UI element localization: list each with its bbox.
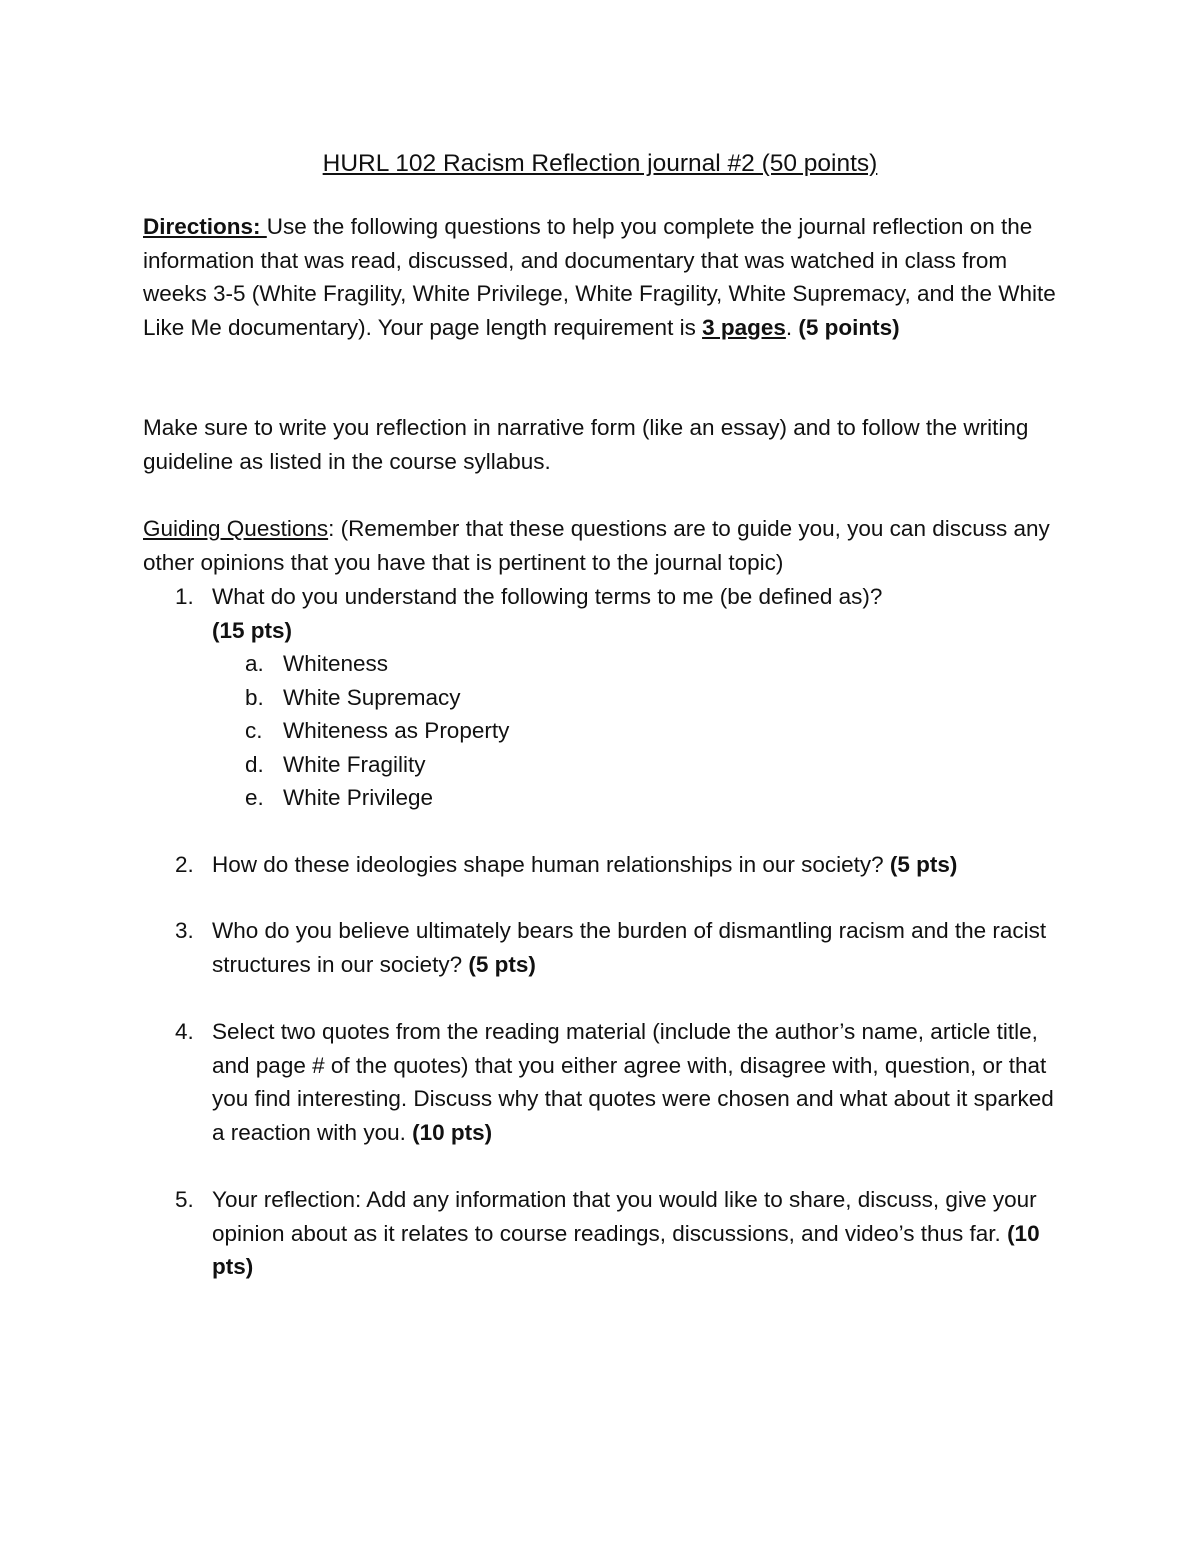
guiding-questions-paragraph <box>143 512 1073 579</box>
guiding-text: : (Remember that these questions are to guide you, you can discuss any other opinions that you have that is pertinent to the journal topic) <box>143 516 1050 575</box>
guiding-label: Guiding Questions <box>143 516 329 541</box>
question-number: 5. <box>175 1187 194 1212</box>
question-5 <box>143 1183 1063 1284</box>
question-text: Your reflection: Add any information that you would like to share, discuss, give your opinion about as it relates to course readings, discussions, and video’s thus far. <box>212 1187 1037 1246</box>
term-item <box>212 781 1063 815</box>
question-text: How do these ideologies shape human relationships in our society? <box>212 852 890 877</box>
question-text: What do you understand the following terms to me (be defined as)? <box>212 584 883 609</box>
make-sure-paragraph: Make sure to write you reflection in narrative form (like an essay) and to follow the writing guideline as listed in the course syllabus. <box>143 415 1029 474</box>
question-number: 3. <box>175 918 194 943</box>
directions-paragraph <box>143 210 1073 344</box>
question-points: (5 pts) <box>468 951 536 977</box>
term-item <box>212 714 1063 748</box>
term-text: Whiteness <box>283 651 389 676</box>
page-title: HURL 102 Racism Reflection journal #2 (50 points) <box>322 150 878 177</box>
term-text: White Supremacy <box>283 684 461 710</box>
term-item <box>212 681 1063 715</box>
question-points: (10 pts) <box>212 1220 1040 1279</box>
question-points: (15 pts) <box>212 617 293 643</box>
term-text: White Fragility <box>283 751 426 777</box>
term-letter: a. <box>245 651 264 676</box>
question-text: Who do you believe ultimately bears the burden of dismantling racism and the racist structures in our society? <box>212 918 1047 977</box>
term-letter: c. <box>245 718 263 743</box>
directions-label: Directions: <box>143 214 267 239</box>
question-number: 2. <box>175 852 194 877</box>
question-2 <box>143 848 1063 882</box>
question-number: 1. <box>175 584 194 609</box>
question-points: (10 pts) <box>412 1119 493 1145</box>
term-text: White Privilege <box>283 785 434 810</box>
directions-text: Use the following questions to help you complete the journal reflection on the information that was read, discussed, and documentary that was watched in class from weeks 3-5 (White Fragility, White Privilege, White Fragility, White Supremacy, and the White Like Me documentary). Your page length requirement is <box>143 214 1056 340</box>
question-3 <box>143 914 1063 981</box>
directions-points: (5 points) <box>798 314 900 340</box>
question-text: Select two quotes from the reading material (include the author’s name, article title, and page # of the quotes) that you either agree with, disagree with, question, or that you find interesting. Discuss why that quotes were chosen and what about it sparked a reaction with you. <box>212 1019 1054 1145</box>
term-letter: b. <box>245 684 264 710</box>
question-number: 4. <box>175 1019 194 1044</box>
page-length: 3 pages <box>702 314 786 340</box>
question-1 <box>143 580 1063 815</box>
directions-after: . <box>785 314 799 340</box>
term-item <box>212 748 1063 782</box>
term-letter: e. <box>245 785 264 810</box>
term-letter: d. <box>245 751 264 777</box>
question-4 <box>143 1015 1063 1149</box>
term-item <box>212 647 1063 681</box>
term-text: Whiteness as Property <box>283 718 510 743</box>
question-points: (5 pts) <box>889 852 958 877</box>
